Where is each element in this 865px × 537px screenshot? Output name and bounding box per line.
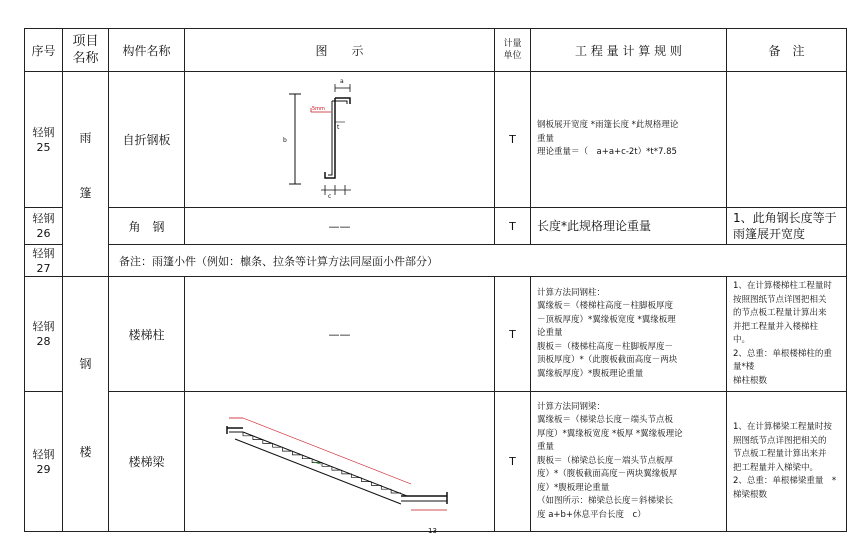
rule-cell: 长度*此规格理论重量 xyxy=(531,208,727,245)
dim-t-label: t xyxy=(337,124,340,131)
row-seq xyxy=(25,392,63,532)
seq-number: 28 xyxy=(36,335,51,348)
table-row xyxy=(25,245,847,277)
seq-prefix: 轻钢 xyxy=(32,212,55,225)
unit-cell: T xyxy=(495,208,531,245)
rule-line: 度）*腹板理论重量 xyxy=(537,482,610,493)
rule-line: 翼缘板＝（梯梁总长度－端头节点板 xyxy=(537,415,674,426)
header-project xyxy=(63,29,109,72)
header-remark: 备 注 xyxy=(727,29,847,72)
rule-line: 度 a+b+休息平台长度 c） xyxy=(537,509,646,520)
header-rule: 工 程 量 计 算 规 则 xyxy=(531,29,727,72)
seq-number: 27 xyxy=(36,261,51,275)
rule-line: 腹板＝（楼梯柱高度－柱脚板厚度－ xyxy=(537,341,674,352)
component-name: 自折钢板 xyxy=(109,72,185,208)
page-number: 13 xyxy=(428,527,437,535)
unit-cell: T xyxy=(495,392,531,532)
spec-table xyxy=(24,28,847,532)
component-name: 楼梯柱 xyxy=(109,277,185,392)
remark-line: 的节点板工程量计算出来 xyxy=(733,308,827,318)
remark-line: 1、在计算梯梁工程量时按 xyxy=(733,422,832,432)
row-seq xyxy=(25,245,63,277)
remark-cell: 1、此角钢长度等于雨篷展开宽度 xyxy=(727,208,847,245)
rule-line: 重量 xyxy=(537,133,555,144)
seq-prefix: 轻钢 xyxy=(32,125,55,139)
rule-line: 顶板厚度）*（此腹板截面高度－两块 xyxy=(537,355,678,366)
remark-line: 按照图纸节点详图把相关 xyxy=(733,294,827,305)
remark-cell xyxy=(727,277,847,392)
rule-cell xyxy=(531,72,727,208)
remark-line: 节点板工程量计算出来并 xyxy=(733,449,827,459)
seq-prefix: 轻钢 xyxy=(32,320,55,333)
merged-note: 备注：雨篷小件（例如：檩条、拉条等计算方法同屋面小件部分） xyxy=(109,245,847,277)
dim-a-label: a xyxy=(340,78,344,85)
rule-line: （如图所示：梯梁总长度＝斜梯梁长 xyxy=(537,496,674,507)
row-seq xyxy=(25,72,63,208)
rule-line: 厚度）*翼缘板宽度 *板厚 *翼缘板理论 xyxy=(537,428,683,439)
figure-cell: —— xyxy=(185,208,495,245)
rule-line: 重量 xyxy=(537,442,555,453)
table-row xyxy=(25,208,847,245)
remark-line: 梯梁根数 xyxy=(733,489,768,500)
header-unit xyxy=(495,29,531,72)
header-project-line2: 名称 xyxy=(72,51,99,66)
remark-line: 1、在计算楼梯柱工程量时 xyxy=(733,281,832,291)
remark-cell xyxy=(727,72,847,208)
remark-line: 照图纸节点详图把相关的 xyxy=(733,435,827,446)
remark-line: 中。 xyxy=(733,335,751,345)
rule-line: 计算方法同钢梁： xyxy=(537,401,606,412)
rule-line: 腹板＝（梯梁总长度－端头节点板厚 xyxy=(537,455,674,466)
rule-line: 钢板展开宽度 *雨篷长度 *此规格理论 xyxy=(537,120,679,131)
unit-cell: T xyxy=(495,277,531,392)
group-stair xyxy=(63,277,109,532)
weld-label: 5mm xyxy=(312,106,325,112)
remark-line: 把工程量并入梯梁中。 xyxy=(733,462,819,473)
group-canopy-char2: 篷 xyxy=(79,186,92,200)
rule-cell xyxy=(531,277,727,392)
remark-line: 并把工程量并入楼梯柱 xyxy=(733,321,819,332)
figure-cell xyxy=(185,72,495,208)
remark-line: 2、总重：单根梯梁重量 * xyxy=(733,476,837,486)
table-row xyxy=(25,392,847,532)
figure-cell: —— xyxy=(185,277,495,392)
header-unit-line1: 计量 xyxy=(503,39,522,49)
rule-line: 理论重量＝（ a+a+c-2t）*t*7.85 xyxy=(537,147,677,158)
rule-cell xyxy=(531,392,727,532)
component-name: 角 钢 xyxy=(109,208,185,245)
seq-number: 29 xyxy=(36,462,51,476)
rule-line: 度）*（腹板截面高度－两块翼缘板厚 xyxy=(537,469,678,480)
group-stair-char2: 楼 xyxy=(79,445,92,459)
remark-line: 2、总重：单根楼梯柱的重量*楼 xyxy=(733,348,832,372)
remark-cell xyxy=(727,392,847,532)
table-row xyxy=(25,72,847,208)
seq-prefix: 轻钢 xyxy=(32,246,55,260)
folded-plate-diagram xyxy=(185,72,495,207)
rule-line: 论重量 xyxy=(537,328,563,339)
group-canopy xyxy=(63,72,109,277)
header-figure: 图 示 xyxy=(185,29,495,72)
rule-line: 翼缘板＝（楼梯柱高度－柱脚板厚度 xyxy=(537,301,674,312)
header-seq: 序号 xyxy=(25,29,63,72)
dim-b-label: b xyxy=(283,137,287,144)
header-component: 构件名称 xyxy=(109,29,185,72)
row-seq xyxy=(25,277,63,392)
header-project-line1: 项目 xyxy=(72,34,99,49)
seq-prefix: 轻钢 xyxy=(32,447,55,461)
group-stair-char1: 钢 xyxy=(79,357,92,371)
rule-line: 翼缘板厚度）*腹板理论重量 xyxy=(537,368,644,379)
component-name: 楼梯梁 xyxy=(109,392,185,532)
figure-cell xyxy=(185,392,495,532)
unit-cell: T xyxy=(495,72,531,208)
group-canopy-char1: 雨 xyxy=(79,131,92,145)
seq-number: 26 xyxy=(36,227,51,240)
dim-c-label: c xyxy=(328,193,332,200)
header-unit-line2: 单位 xyxy=(503,51,522,61)
rule-line: 计算方法同钢柱： xyxy=(537,287,606,298)
rule-line: －顶板厚度）*翼缘板宽度 *翼缘板理 xyxy=(537,314,676,325)
stair-beam-diagram xyxy=(185,392,495,531)
table-row xyxy=(25,277,847,392)
seq-number: 25 xyxy=(36,140,51,154)
header-row xyxy=(25,29,847,72)
remark-line: 梯柱根数 xyxy=(733,375,768,386)
row-seq xyxy=(25,208,63,245)
